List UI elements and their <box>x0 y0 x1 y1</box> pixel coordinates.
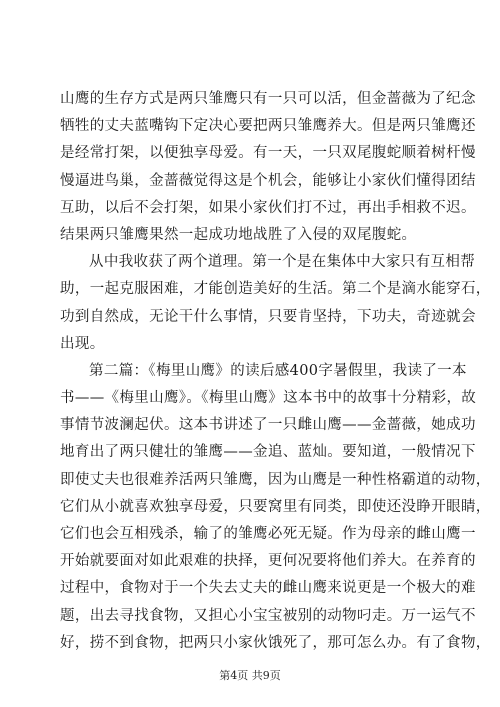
text-line: 书——《梅里山鹰》。《梅里山鹰》这本书中的故事十分精彩，故 <box>60 390 477 407</box>
text-line: 牺牲的丈夫蓝嘴钩下定决心要把两只雏鹰养大。但是两只雏鹰还 <box>60 118 476 135</box>
text-line: 出现。 <box>60 335 105 352</box>
text-line: 慢逼进鸟巢，金蔷薇觉得这是个机会，能够让小家伙们懂得团结 <box>60 172 476 189</box>
page-footer: 第4页 共9页 <box>219 669 281 682</box>
text-line: 互助，以后不会打架，如果小家伙们打不过，再出手相救不迟。 <box>60 199 476 216</box>
text-line: 事情节波澜起伏。这本书讲述了一只雌山鹰——金蔷薇，她成功 <box>60 417 476 434</box>
text-line: 是经常打架，以便独享母爱。有一天，一只双尾腹蛇顺着树杆慢 <box>60 145 476 162</box>
text-line: 它们从小就喜欢独享母爱，只要窝里有同类，即使还没睁开眼睛， <box>60 498 491 515</box>
text-line: 助，一起克服困难，才能创造美好的生活。第二个是滴水能穿石， <box>60 281 491 298</box>
text-line: 山鹰的生存方式是两只雏鹰只有一只可以活，但金蔷薇为了纪念 <box>60 91 476 107</box>
text-line: 功到自然成，无论干什么事情，只要肯坚持，下功夫，奇迹就会 <box>60 308 476 325</box>
text-line: 过程中，食物对于一个失去丈夫的雌山鹰来说更是一个极大的难 <box>60 580 476 597</box>
document-body <box>60 86 491 657</box>
text-line: 开始就要面对如此艰难的抉择，更何况要将他们养大。在养育的 <box>60 553 476 570</box>
text-line: 结果两只雏鹰果然一起成功地战胜了入侵的双尾腹蛇。 <box>60 226 417 243</box>
text-line: 即使丈夫也很难养活两只雏鹰，因为山鹰是一种性格霸道的动物， <box>60 471 491 488</box>
text-line: 地育出了两只健壮的雏鹰——金追、蓝灿。要知道，一般情况下 <box>60 444 476 461</box>
text-line: 题，出去寻找食物，又担心小宝宝被别的动物叼走。万一运气不 <box>60 607 476 624</box>
text-line: 它们也会互相残杀，输了的雏鹰必死无疑。作为母亲的雌山鹰一 <box>60 526 476 542</box>
text-line: 第二篇：《梅里山鹰》的读后感400字暑假里，我读了一本 <box>89 362 467 379</box>
text-line: 从中我收获了两个道理。第一个是在集体中大家只有互相帮 <box>89 254 476 271</box>
text-line: 好，捞不到食物，把两只小家伙饿死了，那可怎么办。有了食物， <box>60 634 491 651</box>
